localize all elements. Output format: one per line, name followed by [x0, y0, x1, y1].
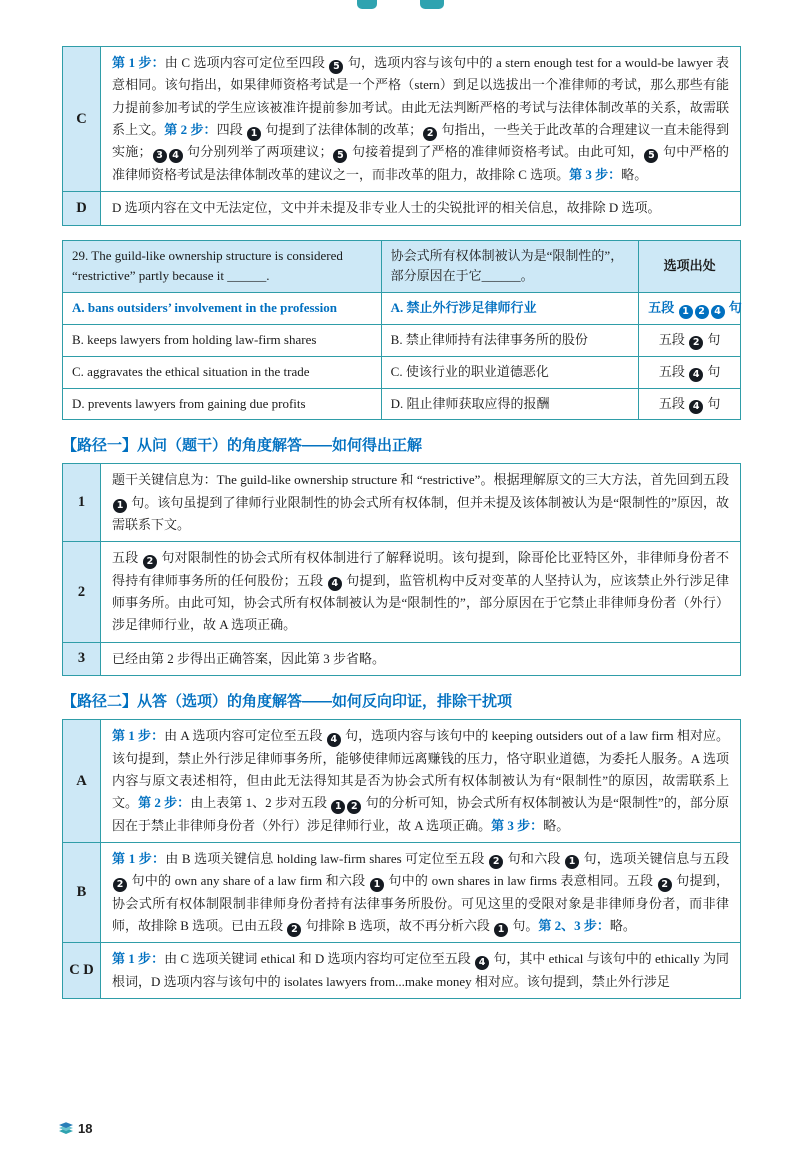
- table-row: [63, 842, 741, 942]
- option-a-analysis-text: 第 1 步：由 A 选项内容可定位至五段 4 句，选项内容与该句中的 keeping outsiders out of a law firm 相对应。该句提到，禁止外行涉足律师事务所，能够使律师远离赚钱的压力，恪守职业道德，为委托人服务。A 选项内容与原文表述相符，但由此无法得知其是否为协会式所有权体制被认为有“限制性”的原因，故需联系上文。第 2 步：由上表第 1、2 步对五段 1 2 句的分析可知，协会式所有权体制被认为是“限制性”的，部分原因在于禁止非律师身份者（外行）涉足律师行业，故 A 选项正确。第 3 步：略。: [101, 720, 741, 843]
- circled-sentence-number: 2: [689, 336, 703, 350]
- page-content: [62, 46, 741, 1013]
- circled-sentence-number: 1: [247, 127, 261, 141]
- option-b-chinese: B. 禁止律师持有法律事务所的股份: [381, 324, 639, 356]
- step2-analysis-text: 五段 2 句对限制性的协会式所有权体制进行了解释说明。该句提到，除哥伦比亚特区外，非律师身份者不得持有律师事务所的任何股份；五段 4 句提到，监管机构中反对变革的人坚持认为，应该禁止外行涉足律师事务所。由此可知，协会式所有权体制被认为是“限制性的”，部分原因在于它禁止非律师身份者（外行）涉足律师行业，故 A 选项正确。: [101, 542, 741, 642]
- option-row-c: [63, 356, 741, 388]
- circled-sentence-number: 1: [494, 923, 508, 937]
- circled-sentence-number: 1: [370, 878, 384, 892]
- header-graphic-remnant: [0, 0, 800, 10]
- circled-sentence-number: 2: [347, 800, 361, 814]
- circled-sentence-number: 1: [113, 499, 127, 513]
- table-row: [63, 464, 741, 542]
- step-label: 第 2、3 步：: [538, 918, 610, 934]
- option-row-b: [63, 324, 741, 356]
- table-row: [63, 192, 741, 225]
- step-label: 第 1 步：: [112, 850, 166, 866]
- book-icon: [58, 1122, 74, 1135]
- option-c-source: 五段 4 句: [639, 356, 741, 388]
- path1-analysis-table: [62, 463, 741, 676]
- step3-analysis-text: 已经由第 2 步得出正确答案，因此第 3 步省略。: [101, 642, 741, 675]
- question-29-table: [62, 240, 741, 421]
- step-label: 第 1 步：: [112, 951, 165, 967]
- question-stem-english: 29. The guild-like ownership structure is considered “restrictive” partly because it ______.: [63, 240, 382, 293]
- step-label: 第 3 步：: [491, 817, 544, 833]
- circled-sentence-number: 2: [287, 923, 301, 937]
- step-row-label-1: 1: [63, 464, 101, 542]
- option-d-source: 五段 4 句: [639, 388, 741, 420]
- decoration-shape: [420, 0, 444, 9]
- table-row: [63, 542, 741, 642]
- option-cd-analysis-text: 第 1 步：由 C 选项关键词 ethical 和 D 选项内容均可定位至五段 4 句，其中 ethical 与该句中的 ethically 为同根词，D 选项内容与该句中的 isolates lawyers from...make money 相对应。该句提到，禁止外行涉足: [101, 943, 741, 999]
- step-label: 第 1 步：: [112, 55, 165, 70]
- option-row-d: [63, 388, 741, 420]
- row-label-d: D: [63, 192, 101, 225]
- page-number: 18: [78, 1121, 93, 1136]
- circled-sentence-number: 4: [169, 149, 183, 163]
- circled-sentence-number: 2: [658, 878, 672, 892]
- circled-sentence-number: 1: [331, 800, 345, 814]
- circled-sentence-number: 3: [153, 149, 167, 163]
- row-label-c: C: [63, 47, 101, 192]
- option-a-source: 五段 1 2 4 句: [639, 293, 741, 325]
- step-label: 第 1 步：: [112, 728, 165, 744]
- circled-sentence-number: 2: [695, 305, 709, 319]
- page-footer: [58, 1121, 92, 1136]
- option-cd-analysis-table: [62, 46, 741, 226]
- step-label: 第 3 步：: [569, 166, 622, 182]
- table-row: [63, 47, 741, 192]
- step1-analysis-text: 题干关键信息为：The guild-like ownership structure 和 “restrictive”。根据理解原文的三大方法，首先回到五段 1 句。该句虽提到了律师行业限制性的协会式所有权体制，但并未提及该体制被认为是“限制性的”原因，故需联系下文。: [101, 464, 741, 542]
- option-d-chinese: D. 阻止律师获取应得的报酬: [381, 388, 639, 420]
- table-row: [63, 642, 741, 675]
- option-row-label-cd: C D: [63, 943, 101, 999]
- option-row-a: [63, 293, 741, 325]
- path2-header: 【路径二】从答（选项）的角度解答——如何反向印证，排除干扰项: [62, 693, 513, 711]
- circled-sentence-number: 2: [113, 878, 127, 892]
- circled-sentence-number: 4: [475, 956, 489, 970]
- path1-header: 【路径一】从问（题干）的角度解答——如何得出正解: [62, 437, 423, 455]
- circled-sentence-number: 1: [565, 855, 579, 869]
- source-column-header: 选项出处: [639, 240, 741, 293]
- option-b-source: 五段 2 句: [639, 324, 741, 356]
- circled-sentence-number: 5: [333, 149, 347, 163]
- option-b-english: B. keeps lawyers from holding law-firm shares: [63, 324, 382, 356]
- step-row-label-2: 2: [63, 542, 101, 642]
- step-row-label-3: 3: [63, 642, 101, 675]
- question-stem-row: [63, 240, 741, 293]
- circled-sentence-number: 4: [327, 733, 341, 747]
- circled-sentence-number: 4: [328, 577, 342, 591]
- circled-sentence-number: 2: [143, 555, 157, 569]
- option-a-english: A. bans outsiders’ involvement in the profession: [63, 293, 382, 325]
- circled-sentence-number: 1: [679, 305, 693, 319]
- step-label: 第 2 步：: [164, 122, 217, 138]
- circled-sentence-number: 5: [329, 60, 343, 74]
- table-row: [63, 720, 741, 843]
- option-row-label-a: A: [63, 720, 101, 843]
- table-row: [63, 943, 741, 999]
- question-stem-chinese: 协会式所有权体制被认为是“限制性的”，部分原因在于它______。: [381, 240, 639, 293]
- decoration-shape: [357, 0, 377, 9]
- circled-sentence-number: 2: [423, 127, 437, 141]
- circled-sentence-number: 5: [644, 149, 658, 163]
- circled-sentence-number: 4: [711, 305, 725, 319]
- option-c-english: C. aggravates the ethical situation in the trade: [63, 356, 382, 388]
- option-b-analysis-text: 第 1 步：由 B 选项关键信息 holding law-firm shares 可定位至五段 2 句和六段 1 句，选项关键信息与五段 2 句中的 own any share of a law firm 和六段 1 句中的 own shares in law firms 表意相同。五段 2 句提到，协会式所有权体制限制非律师身份者持有法律事务所股份。可见这里的受限对象是非律师身份者，而非律师，故排除 B 选项。已由五段 2 句排除 B 选项，故不再分析六段 1 句。第 2、3 步：略。: [101, 842, 741, 942]
- step-label: 第 2 步：: [138, 795, 191, 811]
- analysis-text-d: D 选项内容在文中无法定位，文中并未提及非专业人士的尖锐批评的相关信息，故排除 D 选项。: [101, 192, 741, 225]
- circled-sentence-number: 4: [689, 400, 703, 414]
- circled-sentence-number: 2: [489, 855, 503, 869]
- path2-analysis-table: [62, 719, 741, 999]
- option-a-chinese: A. 禁止外行涉足律师行业: [381, 293, 639, 325]
- option-c-chinese: C. 使该行业的职业道德恶化: [381, 356, 639, 388]
- circled-sentence-number: 4: [689, 368, 703, 382]
- option-row-label-b: B: [63, 842, 101, 942]
- option-d-english: D. prevents lawyers from gaining due profits: [63, 388, 382, 420]
- analysis-text-c: 第 1 步：由 C 选项内容可定位至四段 5 句，选项内容与该句中的 a stern enough test for a would-be lawyer 表意相同。该句指出，如果律师资格考试是一个严格（stern）到足以选拔出一个准律师的考试，那么那些有能力提前参加考试的学生应该被准许提前参加考试。由此无法判断严格的考试与法律体制改革的关系，故需联系上文。第 2 步：四段 1 句提到了法律体制的改革； 2 句指出，一些关于此改革的合理建议一直未能得到实施； 3 4 句分别列举了两项建议； 5 句接着提到了严格的准律师资格考试。由此可知， 5 句中严格的准律师资格考试是法律体制改革的建议之一，而非改革的阻力，故排除 C 选项。第 3 步：略。: [101, 47, 741, 192]
